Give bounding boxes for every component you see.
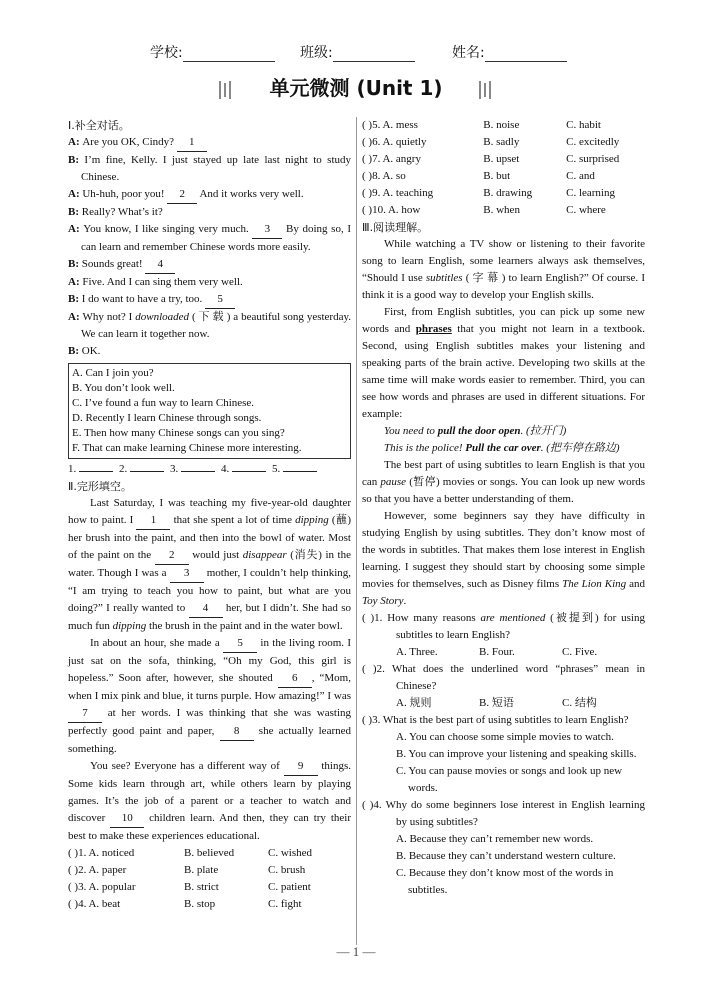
answer-blank[interactable]: 3 — [252, 221, 282, 239]
reading-question: ( )2. What does the underlined word “phrases” mean in Chinese? — [362, 663, 645, 692]
dialogue-line: B: I do want to have a try, too. 5 — [68, 291, 351, 309]
dialogue — [68, 134, 351, 360]
class-field[interactable]: 班级: — [300, 42, 415, 62]
section1-heading: Ⅰ.补全对话。 — [68, 119, 130, 132]
reading-option[interactable]: B. You can improve your listening and speaking skills. — [396, 748, 637, 760]
choice-a[interactable]: ( )9. A. teaching — [362, 187, 434, 199]
answer-blank[interactable] — [79, 471, 113, 472]
reading-option[interactable]: A. Because they can’t remember new words. — [396, 833, 594, 845]
choice-a[interactable]: ( )4. A. beat — [68, 898, 121, 910]
school-field[interactable]: 学校: — [150, 42, 275, 62]
cloze-blank[interactable]: 3 — [170, 565, 204, 583]
choice-a[interactable]: ( )1. A. noticed — [68, 847, 135, 859]
reading-option[interactable]: C. Because they don’t know most of the words in subtitles. — [396, 867, 614, 896]
bold-phrase: pull the door open — [437, 425, 521, 437]
cloze-blank[interactable]: 1 — [136, 512, 170, 530]
section2-heading: Ⅱ.完形填空。 — [68, 480, 132, 493]
answer-blank[interactable]: 4 — [145, 256, 175, 274]
reading-option[interactable]: C. You can pause movies or songs and look up new words. — [396, 765, 623, 794]
example-1: You need to pull the door open. (拉开门) — [384, 425, 567, 437]
reading-paragraph-1: While watching a TV show or listening to their favorite song to learn English, some learners always ask themselves, “Should I use subtitles ( 字 幕 ) to learn English?” Of course. I think it is a good way to develop your English skills. — [362, 238, 645, 301]
answer-blank[interactable] — [283, 471, 317, 472]
speaker-label: A: — [68, 223, 84, 235]
reading-paragraph-2: First, from English subtitles, you can pick up some new words and phrases that you might not learn in a textbook. Second, using English subtitles makes your listening and speaking parts of the brain active. Developing two skills at the same time will make words easier to remember. Third, you can see how words and phrases are used in different situations. For example: — [362, 306, 645, 420]
answer-blank[interactable]: 5 — [205, 291, 235, 309]
speaker-label: A: — [68, 188, 83, 200]
choice-c[interactable]: C. surprised — [566, 153, 620, 165]
choice-a[interactable]: ( )10. A. how — [362, 204, 421, 216]
dialogue-line: A: Why not? I downloaded ( 下 载 ) a beautiful song yesterday. We can learn it together now. — [68, 311, 352, 340]
speaker-label: B: — [68, 154, 85, 166]
italic-word: downloaded — [135, 311, 190, 323]
italic-word: dipping — [295, 514, 329, 526]
cloze-blank[interactable]: 4 — [189, 600, 223, 618]
option-item: F. That can make learning Chinese more interesting. — [72, 442, 302, 454]
cloze-paragraph: In about an hour, she made a 5 in the living room. I just sat on the sofa, thinking, “Oh my God, this girl is hopeless.” Soon after, however, she shouted 6 , “Mom, when I mix pink and blue, it turns purple. How amazing!” I was 7 at her words. I was thinking that she was wasting perfectly good paint and paper, 8 she actually learned something. — [68, 637, 352, 755]
reading-question: ( )1. How many reasons are mentioned (被提到) for using subtitles to learn English? — [362, 612, 645, 641]
italic-title: Toy Story — [362, 595, 404, 607]
choice-a[interactable]: ( )5. A. mess — [362, 119, 418, 131]
choice-b[interactable]: B. upset — [483, 153, 520, 165]
reading-question: ( )4. Why do some beginners lose interest in English learning by using subtitles? — [362, 799, 645, 828]
cloze-passage — [68, 495, 351, 845]
reading-option[interactable]: A. 规则 — [396, 697, 432, 709]
cloze-paragraph: Last Saturday, I was teaching my five-year-old daughter how to paint. I 1 that she spent a lot of time dipping (蘸) her brush into the paint, and then into the bowl of water. Most of the paint on the 2 would just disappear (消失) in the water. Though I was a 3 mother, I couldn’t help thinking, “I am trying to teach you how to paint, but what are you doing?” I really wanted to 4 her, but I didn’t. She had so much fun dipping the brush in the paint and in the water bowl. — [68, 497, 352, 632]
dialogue-line: A: You know, I like singing very much. 3 By doing so, I can learn and remember Chinese words more easily. — [68, 223, 351, 253]
choice-c[interactable]: C. and — [566, 170, 595, 182]
choice-b[interactable]: B. strict — [184, 881, 219, 893]
reading-paragraph-3: The best part of using subtitles to learn English is that you can pause (暂停) movies or songs. You can look up new words so that you have a better understanding of them. — [362, 459, 646, 505]
reading-option[interactable]: A. You can choose some simple movies to watch. — [396, 731, 614, 743]
page-title-row — [0, 72, 712, 101]
italic-word: are mentioned — [480, 612, 546, 624]
option-row — [362, 695, 645, 712]
choice-c[interactable]: C. brush — [268, 864, 306, 876]
question-row — [362, 168, 645, 185]
cloze-blank[interactable]: 10 — [110, 810, 144, 828]
reading-question: ( )3. What is the best part of using subtitles to learn English? — [362, 714, 629, 726]
student-info-header — [0, 42, 712, 62]
choice-b[interactable]: B. but — [483, 170, 511, 182]
question-row — [68, 862, 351, 879]
dialogue-line: B: OK. — [68, 345, 101, 357]
italic-word: pause — [380, 476, 407, 488]
decor-bars-icon — [479, 81, 493, 99]
answer-number: 5. — [272, 463, 283, 475]
left-column — [68, 117, 351, 913]
dialogue-line: B: Really? What’s it? — [68, 206, 163, 218]
option-item: B. You don’t look well. — [72, 382, 175, 394]
reading-paragraph-4: However, some beginners say they have difficulty in studying English by using subtitles. They don’t know most of the words in subtitles. That makes them lose interest in English learning. I suggest they should start by choosing some simple movies for themselves, such as Disney films The Lion King and Toy Story. — [362, 510, 645, 607]
option-item: E. Then how many Chinese songs can you sing? — [72, 427, 285, 439]
section3-heading: Ⅲ.阅读理解。 — [362, 221, 429, 234]
cloze-blank[interactable]: 9 — [284, 758, 318, 776]
question-row — [68, 879, 351, 896]
page-title: 单元微测 (Unit 1) — [269, 76, 443, 100]
decor-bars-icon — [219, 81, 233, 99]
choice-b[interactable]: B. drawing — [483, 187, 533, 199]
answer-number: 3. — [170, 463, 181, 475]
question-row — [362, 117, 645, 134]
speaker-label: B: — [68, 206, 82, 218]
answer-blank[interactable]: 1 — [177, 134, 207, 152]
question-row — [362, 185, 645, 202]
answer-number: 4. — [221, 463, 232, 475]
reading-option[interactable]: B. Four. — [479, 646, 515, 658]
option-row — [362, 644, 645, 661]
school-blank[interactable] — [183, 47, 275, 62]
cloze-blank[interactable]: 8 — [220, 723, 254, 741]
question-row — [362, 202, 645, 219]
cloze-blank[interactable]: 2 — [155, 547, 189, 565]
answer-row — [68, 461, 351, 478]
choice-b[interactable]: B. believed — [184, 847, 235, 859]
reading-option[interactable]: C. Five. — [562, 646, 598, 658]
answer-number: 2. — [119, 463, 130, 475]
class-blank[interactable] — [333, 47, 415, 62]
cloze-questions-left — [68, 845, 351, 913]
choice-c[interactable]: C. learning — [566, 187, 615, 199]
choice-a[interactable]: ( )6. A. quietly — [362, 136, 427, 148]
choice-c[interactable]: C. patient — [268, 881, 311, 893]
speaker-label: B: — [68, 293, 82, 305]
question-row — [68, 896, 351, 913]
speaker-label: B: — [68, 345, 82, 357]
answer-blank[interactable] — [232, 471, 266, 472]
question-row — [362, 134, 645, 151]
underlined-word: phrases — [415, 323, 452, 335]
answer-blank[interactable] — [181, 471, 215, 472]
speaker-label: A: — [68, 311, 83, 323]
dialogue-line: B: I’m fine, Kelly. I just stayed up late last night to study Chinese. — [68, 154, 351, 183]
column-divider — [356, 117, 357, 945]
reading-option[interactable]: C. 结构 — [562, 697, 597, 709]
bold-phrase: Pull the car over — [465, 442, 541, 454]
dialogue-line: A: Are you OK, Cindy? 1 — [68, 134, 351, 152]
page-number: — 1 — — [336, 944, 376, 959]
italic-word: disappear — [242, 549, 287, 561]
choice-c[interactable]: C. where — [566, 204, 606, 216]
cloze-blank[interactable]: 6 — [278, 670, 312, 688]
choice-c[interactable]: C. wished — [268, 847, 312, 859]
speaker-label: A: — [68, 276, 83, 288]
option-item: A. Can I join you? — [72, 367, 154, 379]
cloze-blank[interactable]: 7 — [68, 705, 102, 723]
italic-word: subtitles — [425, 272, 463, 284]
choice-b[interactable]: B. plate — [184, 864, 219, 876]
dialogue-line: A: Uh-huh, poor you! 2 And it works very well. — [68, 186, 351, 204]
dialogue-line: B: Sounds great! 4 — [68, 256, 351, 274]
italic-title: The Lion King — [562, 578, 627, 590]
choice-b[interactable]: B. noise — [483, 119, 520, 131]
reading-option[interactable]: B. Because they can’t understand western culture. — [396, 850, 616, 862]
choice-a[interactable]: ( )7. A. angry — [362, 153, 421, 165]
question-row — [68, 845, 351, 862]
choice-a[interactable]: ( )3. A. popular — [68, 881, 136, 893]
speaker-label: B: — [68, 258, 82, 270]
question-row — [362, 151, 645, 168]
reading-option[interactable]: B. 短语 — [479, 697, 514, 709]
choice-c[interactable]: C. habit — [566, 119, 601, 131]
italic-word: dipping — [112, 620, 147, 632]
choice-c[interactable]: C. fight — [268, 898, 302, 910]
choice-b[interactable]: B. when — [483, 204, 520, 216]
dialogue-line: A: Five. And I can sing them very well. — [68, 276, 243, 288]
choice-c[interactable]: C. excitedly — [566, 136, 620, 148]
choice-b[interactable]: B. sadly — [483, 136, 520, 148]
answer-blank[interactable]: 2 — [167, 186, 197, 204]
speaker-label: A: — [68, 136, 83, 148]
choice-a[interactable]: ( )8. A. so — [362, 170, 406, 182]
answer-blank[interactable] — [130, 471, 164, 472]
cloze-paragraph: You see? Everyone has a different way of 9 things. Some kids learn through art, while others learn by playing games. It’s the job of a parent or a teacher to watch and discover 10 children learn. And then, they can try their best to make these experiences educational. — [68, 760, 351, 842]
reading-questions — [362, 610, 645, 899]
name-field[interactable]: 姓名: — [452, 42, 567, 62]
options-box — [68, 363, 351, 459]
example-2: This is the police! Pull the car over. (把车停在路边) — [384, 442, 620, 454]
choice-a[interactable]: ( )2. A. paper — [68, 864, 127, 876]
name-blank[interactable] — [485, 47, 567, 62]
option-item: C. I’ve found a fun way to learn Chinese. — [72, 397, 255, 409]
cloze-questions-right — [362, 117, 645, 219]
right-column — [362, 117, 645, 899]
option-item: D. Recently I learn Chinese through songs. — [72, 412, 262, 424]
reading-option[interactable]: A. Three. — [396, 646, 438, 658]
answer-number: 1. — [68, 463, 79, 475]
cloze-blank[interactable]: 5 — [223, 635, 257, 653]
choice-b[interactable]: B. stop — [184, 898, 216, 910]
